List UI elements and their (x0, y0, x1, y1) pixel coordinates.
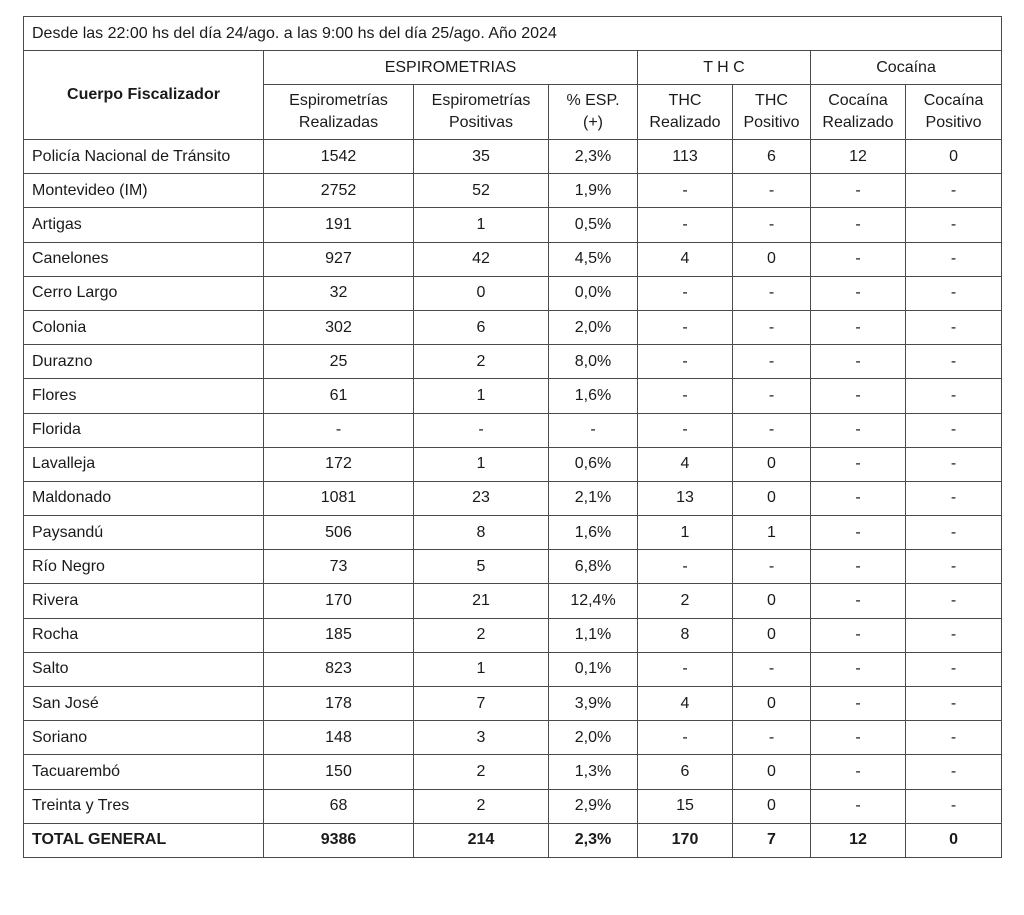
table-cell: 0 (414, 276, 549, 310)
table-cell: - (906, 618, 1002, 652)
table-cell: - (811, 310, 906, 344)
column-header (733, 85, 811, 140)
row-label: Cerro Largo (24, 276, 264, 310)
column-header (811, 85, 906, 140)
report-table (23, 16, 1002, 858)
table-cell: - (264, 413, 414, 447)
total-row (24, 823, 1002, 857)
table-cell: - (906, 242, 1002, 276)
table-cell: 1 (414, 447, 549, 481)
table-cell: - (638, 174, 733, 208)
table-cell: 2 (414, 618, 549, 652)
table-cell: 2,3% (549, 823, 638, 857)
row-label: Canelones (24, 242, 264, 276)
column-header (906, 85, 1002, 140)
table-cell: 3,9% (549, 687, 638, 721)
table-row (24, 276, 1002, 310)
table-cell: 0 (733, 789, 811, 823)
column-header-line1: % ESP. (566, 92, 620, 109)
table-cell: 214 (414, 823, 549, 857)
table-cell: 2,9% (549, 789, 638, 823)
table-cell: - (811, 755, 906, 789)
table-cell: 12,4% (549, 584, 638, 618)
table-cell: 2 (414, 755, 549, 789)
table-cell: 185 (264, 618, 414, 652)
column-header-line2: Positivas (448, 114, 514, 131)
table-cell: - (733, 208, 811, 242)
table-cell: 0,0% (549, 276, 638, 310)
row-label: San José (24, 687, 264, 721)
row-label: Tacuarembó (24, 755, 264, 789)
column-header (264, 85, 414, 140)
table-cell: - (906, 481, 1002, 515)
table-cell: 0 (733, 481, 811, 515)
table-cell: 0 (733, 584, 811, 618)
table-cell: 23 (414, 481, 549, 515)
table-cell: 61 (264, 379, 414, 413)
table-cell: 927 (264, 242, 414, 276)
row-label: Policía Nacional de Tránsito (24, 140, 264, 174)
table-cell: 0 (733, 687, 811, 721)
group-header-espirometrias: ESPIROMETRIAS (264, 51, 638, 85)
table-cell: - (638, 413, 733, 447)
table-cell: 68 (264, 789, 414, 823)
table-cell: 6 (733, 140, 811, 174)
row-label: Durazno (24, 345, 264, 379)
table-cell: - (733, 550, 811, 584)
table-row (24, 379, 1002, 413)
table-cell: - (906, 755, 1002, 789)
table-cell: 0,5% (549, 208, 638, 242)
table-cell: 9386 (264, 823, 414, 857)
table-cell: - (906, 379, 1002, 413)
column-header-line1: THC (755, 92, 788, 109)
column-header-line2: (+) (583, 114, 603, 131)
table-cell: 15 (638, 789, 733, 823)
table-cell: - (638, 276, 733, 310)
row-label: Montevideo (IM) (24, 174, 264, 208)
table-cell: - (638, 721, 733, 755)
row-label: Paysandú (24, 516, 264, 550)
table-cell: 32 (264, 276, 414, 310)
table-cell: - (906, 687, 1002, 721)
table-cell: 25 (264, 345, 414, 379)
table-cell: 4 (638, 687, 733, 721)
table-cell: - (906, 721, 1002, 755)
table-cell: - (906, 652, 1002, 686)
table-cell: - (811, 413, 906, 447)
column-header (638, 85, 733, 140)
table-row (24, 618, 1002, 652)
column-header-line1: Espirometrías (289, 92, 388, 109)
table-cell: 191 (264, 208, 414, 242)
row-label: Artigas (24, 208, 264, 242)
table-cell: 1,6% (549, 516, 638, 550)
table-cell: - (638, 208, 733, 242)
row-label: Lavalleja (24, 447, 264, 481)
table-cell: 506 (264, 516, 414, 550)
header-entity: Cuerpo Fiscalizador (24, 51, 264, 140)
table-cell: 0 (733, 755, 811, 789)
table-row (24, 310, 1002, 344)
table-cell: 1 (414, 652, 549, 686)
column-header-line2: Realizado (649, 114, 721, 131)
table-cell: 2,3% (549, 140, 638, 174)
table-cell: 0,6% (549, 447, 638, 481)
table-cell: - (811, 584, 906, 618)
column-header-line1: Cocaína (828, 92, 888, 109)
table-cell: - (811, 379, 906, 413)
table-cell: 35 (414, 140, 549, 174)
table-cell: 8,0% (549, 345, 638, 379)
row-label: Florida (24, 413, 264, 447)
table-cell: - (906, 345, 1002, 379)
table-cell: 2,0% (549, 721, 638, 755)
table-cell: 1,1% (549, 618, 638, 652)
row-label: Treinta y Tres (24, 789, 264, 823)
table-row (24, 242, 1002, 276)
table-cell: 0 (906, 823, 1002, 857)
table-cell: 302 (264, 310, 414, 344)
table-cell: 1542 (264, 140, 414, 174)
table-cell: 170 (264, 584, 414, 618)
column-header-line1: Cocaína (923, 92, 984, 109)
table-cell: - (906, 516, 1002, 550)
table-cell: 21 (414, 584, 549, 618)
table-cell: - (906, 208, 1002, 242)
table-cell: - (638, 345, 733, 379)
group-header-cocaina: Cocaína (811, 51, 1002, 85)
table-cell: 172 (264, 447, 414, 481)
table-cell: 4,5% (549, 242, 638, 276)
row-label: Rivera (24, 584, 264, 618)
table-cell: 148 (264, 721, 414, 755)
table-cell: 5 (414, 550, 549, 584)
table-cell: 823 (264, 652, 414, 686)
table-cell: - (733, 276, 811, 310)
table-cell: 1 (733, 516, 811, 550)
table-cell: 2 (414, 345, 549, 379)
row-label: Río Negro (24, 550, 264, 584)
table-row (24, 345, 1002, 379)
row-label: TOTAL GENERAL (24, 823, 264, 857)
table-cell: 8 (414, 516, 549, 550)
table-cell: 1081 (264, 481, 414, 515)
table-cell: 1 (638, 516, 733, 550)
table-cell: - (906, 174, 1002, 208)
table-cell: 0 (733, 447, 811, 481)
table-cell: - (811, 208, 906, 242)
table-cell: - (906, 310, 1002, 344)
table-cell: - (811, 174, 906, 208)
table-cell: 13 (638, 481, 733, 515)
table-cell: 0 (733, 242, 811, 276)
table-row (24, 550, 1002, 584)
report-title: Desde las 22:00 hs del día 24/ago. a las 9:00 hs del día 25/ago. Año 2024 (24, 17, 1002, 51)
table-cell: - (638, 652, 733, 686)
table-row (24, 721, 1002, 755)
table-cell: 52 (414, 174, 549, 208)
column-header-line2: Positivo (925, 114, 982, 131)
table-cell: 6,8% (549, 550, 638, 584)
table-cell: 42 (414, 242, 549, 276)
row-label: Salto (24, 652, 264, 686)
row-label: Soriano (24, 721, 264, 755)
table-cell: 2,0% (549, 310, 638, 344)
table-cell: 2752 (264, 174, 414, 208)
table-cell: 1,6% (549, 379, 638, 413)
table-cell: 6 (638, 755, 733, 789)
table-cell: 8 (638, 618, 733, 652)
table-cell: - (906, 584, 1002, 618)
table-cell: 4 (638, 447, 733, 481)
table-cell: - (638, 550, 733, 584)
table-row (24, 413, 1002, 447)
table-cell: - (733, 174, 811, 208)
table-row (24, 481, 1002, 515)
table-cell: - (906, 276, 1002, 310)
table-cell: 7 (414, 687, 549, 721)
table-cell: 0 (733, 618, 811, 652)
table-cell: - (733, 413, 811, 447)
row-label: Maldonado (24, 481, 264, 515)
table-cell: - (811, 242, 906, 276)
table-cell: 12 (811, 823, 906, 857)
table-cell: 0,1% (549, 652, 638, 686)
table-row (24, 789, 1002, 823)
table-cell: - (811, 345, 906, 379)
table-cell: - (811, 447, 906, 481)
table-cell: - (811, 276, 906, 310)
group-header-thc: T H C (638, 51, 811, 85)
table-cell: - (811, 721, 906, 755)
table-cell: - (906, 413, 1002, 447)
table-row (24, 516, 1002, 550)
table-cell: - (906, 550, 1002, 584)
table-row (24, 584, 1002, 618)
column-header-line2: Realizadas (298, 114, 379, 131)
table-cell: 3 (414, 721, 549, 755)
table-cell: 1,9% (549, 174, 638, 208)
table-cell: 1 (414, 208, 549, 242)
table-cell: - (733, 345, 811, 379)
table-cell: - (733, 310, 811, 344)
table-cell: - (733, 652, 811, 686)
table-cell: 6 (414, 310, 549, 344)
table-cell: 2,1% (549, 481, 638, 515)
table-cell: 113 (638, 140, 733, 174)
table-row (24, 447, 1002, 481)
table-row (24, 208, 1002, 242)
table-cell: - (811, 481, 906, 515)
column-header (549, 85, 638, 140)
table-row (24, 140, 1002, 174)
table-cell: 2 (414, 789, 549, 823)
table-cell: - (811, 687, 906, 721)
table-row (24, 174, 1002, 208)
table-cell: - (811, 789, 906, 823)
row-label: Rocha (24, 618, 264, 652)
row-label: Flores (24, 379, 264, 413)
column-header-line2: Positivo (743, 114, 800, 131)
column-header (414, 85, 549, 140)
table-cell: 170 (638, 823, 733, 857)
table-cell: - (811, 550, 906, 584)
table-cell: - (638, 310, 733, 344)
table-cell: - (549, 413, 638, 447)
table-cell: 0 (906, 140, 1002, 174)
table-cell: - (811, 618, 906, 652)
table-cell: - (906, 447, 1002, 481)
column-header-line1: THC (668, 92, 702, 109)
table-cell: 150 (264, 755, 414, 789)
table-row (24, 687, 1002, 721)
table-cell: - (733, 379, 811, 413)
table-cell: 73 (264, 550, 414, 584)
column-header-line1: Espirometrías (431, 92, 531, 109)
table-cell: 4 (638, 242, 733, 276)
table-cell: - (811, 516, 906, 550)
table-cell: - (638, 379, 733, 413)
table-cell: - (733, 721, 811, 755)
table-cell: 7 (733, 823, 811, 857)
table-cell: - (811, 652, 906, 686)
table-cell: 178 (264, 687, 414, 721)
table-cell: 12 (811, 140, 906, 174)
table-row (24, 755, 1002, 789)
table-row (24, 652, 1002, 686)
table-cell: 1 (414, 379, 549, 413)
column-header-line2: Realizado (822, 114, 894, 131)
row-label: Colonia (24, 310, 264, 344)
table-cell: 1,3% (549, 755, 638, 789)
table-cell: - (906, 789, 1002, 823)
table-cell: - (414, 413, 549, 447)
table-cell: 2 (638, 584, 733, 618)
